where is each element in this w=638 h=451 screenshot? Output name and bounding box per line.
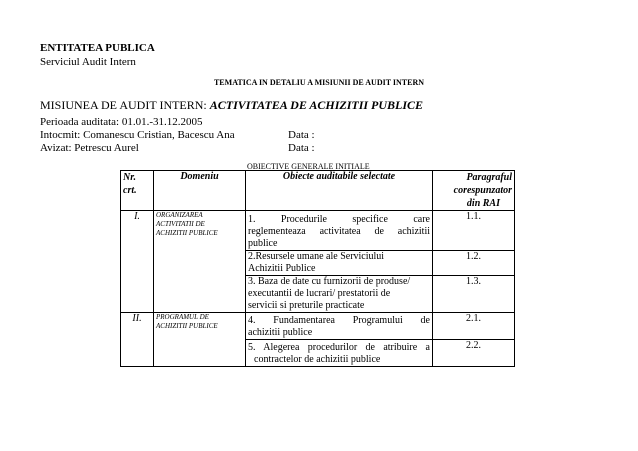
- document-heading: TEMATICA IN DETALIU A MISIUNII DE AUDIT INTERN: [213, 78, 425, 87]
- mission-name: ACTIVITATEA DE ACHIZITII PUBLICE: [209, 98, 424, 112]
- table-row: [121, 211, 515, 251]
- approved-by: Avizat: Petrescu Aurel: [40, 142, 139, 154]
- objective-cell: 4. Fundamentarea Programului de achizitii publice: [246, 313, 433, 340]
- date-label-prepared: Data :: [288, 129, 315, 141]
- row-number: I.: [121, 211, 154, 313]
- domain-cell: ORGANIZAREA ACTIVITATII DE ACHIZITII PUBLICE: [154, 211, 246, 313]
- header-paragraf: Paragraful corespunzator din RAI: [433, 171, 515, 211]
- objective-cell: 2.Resursele umane ale Serviciului Achizitii Publice: [246, 251, 433, 276]
- prepared-by: Intocmit: Comanescu Cristian, Bacescu Ana: [40, 129, 235, 141]
- service-name: Serviciul Audit Intern: [40, 56, 136, 68]
- objectives-table: [120, 170, 515, 367]
- row-number: II.: [121, 313, 154, 367]
- table-row: [121, 313, 515, 340]
- paragraph-ref: 1.2.: [433, 251, 515, 276]
- paragraph-ref: 2.1.: [433, 313, 515, 340]
- date-label-approved: Data :: [288, 142, 315, 154]
- objectives-caption: OBIECTIVE GENERALE INITIALE: [247, 162, 370, 171]
- objective-cell: 5. Alegerea procedurilor de atribuire a contractelor de achizitii publice: [246, 340, 433, 367]
- header-obiecte: Obiecte auditabile selectate: [246, 171, 433, 211]
- mission-title: [40, 98, 423, 113]
- entity-title: ENTITATEA PUBLICA: [40, 42, 155, 54]
- paragraph-ref: 2.2.: [433, 340, 515, 367]
- table-header-row: [121, 171, 515, 211]
- header-nr-crt: Nr. crt.: [121, 171, 154, 211]
- audited-period: Perioada auditata: 01.01.-31.12.2005: [40, 116, 203, 128]
- mission-label: MISIUNEA DE AUDIT INTERN:: [40, 98, 210, 112]
- domain-cell: PROGRAMUL DE ACHIZITII PUBLICE: [154, 313, 246, 367]
- paragraph-ref: 1.1.: [433, 211, 515, 251]
- paragraph-ref: 1.3.: [433, 276, 515, 313]
- header-domeniu: Domeniu: [154, 171, 246, 211]
- objective-cell: 1. Procedurile specifice care reglementeaza activitatea de achizitii publice: [246, 211, 433, 251]
- objective-cell: 3. Baza de date cu furnizorii de produse/ executantii de lucrari/ prestatorii de servicii si preturile practicate: [246, 276, 433, 313]
